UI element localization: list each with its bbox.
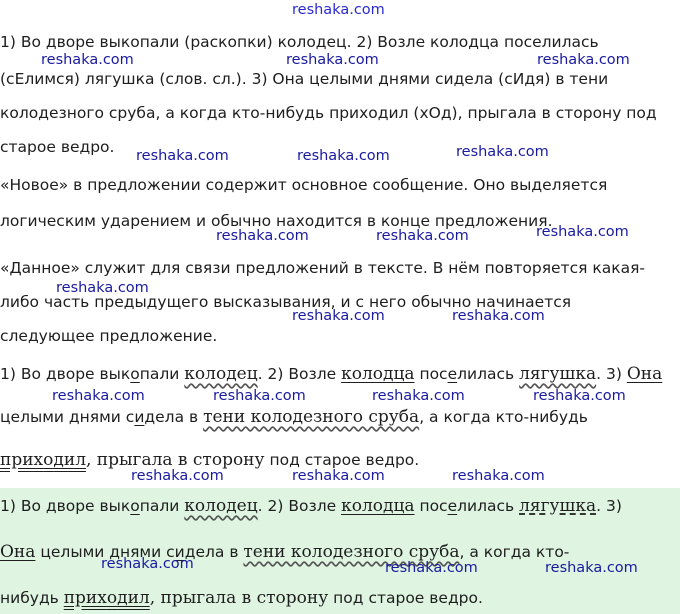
stressed-vowel: о [130,497,140,515]
watermark: reshaka.com [213,388,306,404]
word-lyagushka: лягушка [519,496,597,516]
watermark: reshaka.com [56,280,149,296]
exercise-line-1: 1) Во дворе выкопали (раскопки) колодец. 2) Возле колодца поселилась [0,33,599,51]
parse-b-line-1: 1) Во дворе выкопали колодец. 2) Возле колодца поселилась лягушка. 3) [0,496,622,516]
watermark: reshaka.com [292,308,385,324]
watermark: reshaka.com [136,148,229,164]
phrase-teni-sruba: тени колодезного сруба [203,407,420,427]
word-prikhodil: приходил [0,450,86,470]
phrase-teni-sruba: тени колодезного сруба [243,542,460,562]
given-info-line-3: следующее предложение. [0,327,218,345]
word-kolodets: колодец [184,364,258,384]
watermark: reshaka.com [452,468,545,484]
stressed-vowel: о [130,365,140,383]
parse-b-line-3: нибудь приходил, прыгала в сторону под старое ведро. [0,588,483,608]
watermark: reshaka.com [131,468,224,484]
given-info-line-1: «Данное» служит для связи предложений в тексте. В нём повторяется какая- [0,259,645,277]
watermark: reshaka.com [292,2,385,18]
watermark: reshaka.com [292,468,385,484]
exercise-line-4: старое ведро. [0,138,115,156]
word-kolodets: колодец [184,496,258,516]
given-info-line-2: либо часть предыдущего высказывания, и с него обычно начинается [0,293,572,311]
watermark: reshaka.com [101,556,194,572]
word-ona: Она [0,542,36,562]
watermark: reshaka.com [385,560,478,576]
parse-a-line-1: 1) Во дворе выкопали колодец. 2) Возле колодца поселилась лягушка. 3) Она [0,364,663,384]
watermark: reshaka.com [297,148,390,164]
stressed-vowel: е [447,497,458,515]
watermark: reshaka.com [376,228,469,244]
word-kolodtsa: колодца [341,364,415,384]
stressed-vowel: и [134,408,145,426]
watermark: reshaka.com [52,388,145,404]
watermark: reshaka.com [372,388,465,404]
exercise-line-2: (сЕлимся) лягушка (слов. сл.). 3) Она целыми днями сидела (сИдя) в тени [0,70,609,88]
new-info-line-1: «Новое» в предложении содержит основное сообщение. Оно выделяется [0,176,608,194]
word-prikhodil: приходил [63,588,150,608]
word-ona: Она [626,364,663,384]
stressed-vowel: и [174,543,185,561]
watermark: reshaka.com [452,308,545,324]
parse-b-line-2: Она целыми днями сидела в тени колодезного сруба, а когда кто- [0,542,570,562]
exercise-line-3: колодезного сруба, а когда кто-нибудь приходил (хОд), прыгала в сторону под [0,104,657,122]
watermark: reshaka.com [536,224,629,240]
watermark: reshaka.com [41,52,134,68]
watermark: reshaka.com [456,144,549,160]
watermark: reshaka.com [545,560,638,576]
watermark: reshaka.com [533,388,626,404]
word-lyagushka: лягушка [519,364,597,384]
parse-a-line-2: целыми днями сидела в тени колодезного сруба, а когда кто-нибудь [0,407,588,427]
word-kolodtsa: колодца [341,496,415,516]
watermark: reshaka.com [286,52,379,68]
new-info-line-2: логическим ударением и обычно находится в конце предложения. [0,212,553,230]
parse-a-line-3: приходил, прыгала в сторону под старое ведро. [0,450,420,470]
watermark: reshaka.com [537,52,630,68]
stressed-vowel: е [447,365,458,383]
watermark: reshaka.com [216,228,309,244]
